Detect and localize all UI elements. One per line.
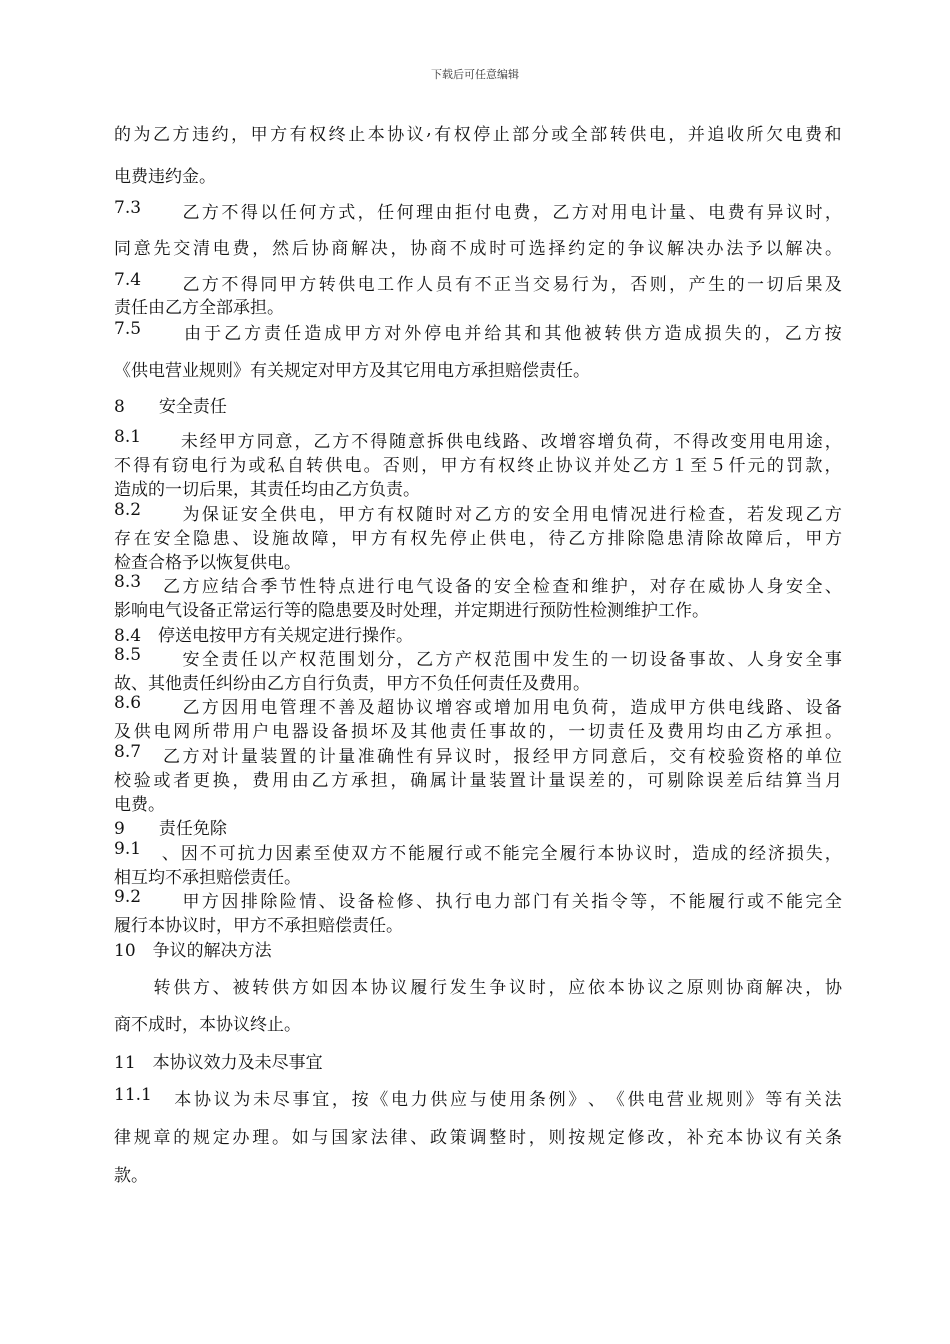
document-line: 9.1 、 因 不 可 抗 力 因 素 至 使 双 方 不 能 履 行 或 不 能 完 全 履 行 本 协 议 时 ， 造 成 的 经 济 损 失 ， xyxy=(114,839,842,864)
document-line: 律 规 章 的 规 定 办 理 。 如 与 国 家 法 律 、 政 策 调 整 时 ， 则 按 规 定 修 改 ， 补 充 本 协 议 有 关 条 xyxy=(114,1128,842,1148)
document-line: 8.6 乙 方 因 用 电 管 理 不 善 及 超 协 议 增 容 或 增 加 用 电 负 荷 ， 造 成 甲 方 供 电 线 路 、 设 备 xyxy=(114,693,842,718)
document-line: 8.4 停送电按甲方有关规定进行操作。 xyxy=(114,626,414,646)
document-line: 8.1 未 经 甲 方 同 意 ， 乙 方 不 得 随 意 拆 供 电 线 路 、 改 增 容 增 负 荷 ， 不 得 改 变 用 电 用 途 ， xyxy=(114,427,842,452)
document-line: 11.1 本 协 议 为 未 尽 事 宜 ， 按 《 电 力 供 应 与 使 用 条 例 》 、 《 供 电 营 业 规 则 》 等 有 关 法 xyxy=(114,1085,842,1110)
document-line: 及 供 电 网 所 带 用 户 电 器 设 备 损 坏 及 其 他 责 任 事 故 的 ， 一 切 责 任 及 费 用 均 由 乙 方 承 担 。 xyxy=(114,722,842,742)
document-line: 故、其他责任纠纷由乙方自行负责，甲方不负任何责任及费用。 xyxy=(114,674,590,694)
document-line: 校 验 或 者 更 换 ， 费 用 由 乙 方 承 担 ， 确 属 计 量 装 置 计 量 误 差 的 ， 可 剔 除 误 差 后 结 算 当 月 xyxy=(114,771,842,791)
document-line: 10 争议的解决方法 xyxy=(114,941,272,961)
document-line: 同 意 先 交 清 电 费 ， 然 后 协 商 解 决 ， 协 商 不 成 时 可 选 择 约 定 的 争 议 解 决 办 法 予 以 解 决 。 xyxy=(114,239,842,259)
document-line: 履行本协议时，甲方不承担赔偿责任。 xyxy=(114,916,403,936)
document-line: 影响电气设备正常运行等的隐患要及时处理，并定期进行预防性检测维护工作。 xyxy=(114,601,709,621)
document-line: 款。 xyxy=(114,1166,148,1186)
document-line: 8.7 乙 方 对 计 量 装 置 的 计 量 准 确 性 有 异 议 时 ， 报 经 甲 方 同 意 后 ， 交 有 校 验 资 格 的 单 位 xyxy=(114,742,842,767)
page-header: 下载后可任意编辑 xyxy=(431,68,519,81)
document-line: 责任由乙方全部承担。 xyxy=(114,298,284,318)
document-line: 7.3 乙 方 不 得 以 任 何 方 式 ， 任 何 理 由 拒 付 电 费 ， 乙 方 对 用 电 计 量 、 电 费 有 异 议 时 ， xyxy=(114,198,842,223)
document-line: 存 在 安 全 隐 患 、 设 施 故 障 ， 甲 方 有 权 先 停 止 供 电 ， 待 乙 方 排 除 隐 患 清 除 故 障 后 ， 甲 方 xyxy=(114,529,842,549)
document-line: 检查合格予以恢复供电。 xyxy=(114,553,301,573)
document-line: 8.5 安 全 责 任 以 产 权 范 围 划 分 ， 乙 方 产 权 范 围 中 发 生 的 一 切 设 备 事 故 、 人 身 安 全 事 xyxy=(114,645,842,670)
document-line: 相互均不承担赔偿责任。 xyxy=(114,868,301,888)
document-line: 不 得 有 窃 电 行 为 或 私 自 转 供 电 。 否 则 ， 甲 方 有 权 终 止 协 议 并 处 乙 方 １ 至 ５ 仟 元 的 罚 款 ， xyxy=(114,456,842,476)
document-line: 商不成时，本协议终止。 xyxy=(114,1015,301,1035)
document-line: 的 为 乙 方 违 约 ， 甲 方 有 权 终 止 本 协 议 , 有 权 停 止 部 分 或 全 部 转 供 电 ， 并 追 收 所 欠 电 费 和 xyxy=(114,120,842,145)
document-line: 转 供 方 、 被 转 供 方 如 因 本 协 议 履 行 发 生 争 议 时 ， 应 依 本 协 议 之 原 则 协 商 解 决 ， 协 xyxy=(153,978,842,998)
document-line: 电费。 xyxy=(114,795,165,815)
document-line: 7.4 乙 方 不 得 同 甲 方 转 供 电 工 作 人 员 有 不 正 当 交 易 行 为 ， 否 则 ， 产 生 的 一 切 后 果 及 xyxy=(114,270,842,295)
document-line: 电费违约金。 xyxy=(114,167,216,187)
document-line: 9 责任免除 xyxy=(114,819,227,839)
document-line: 造成的一切后果，其责任均由乙方负责。 xyxy=(114,480,420,500)
document-line: 8.2 为 保 证 安 全 供 电 ， 甲 方 有 权 随 时 对 乙 方 的 安 全 用 电 情 况 进 行 检 查 ， 若 发 现 乙 方 xyxy=(114,500,842,525)
document-line: 9.2 甲 方 因 排 除 险 情 、 设 备 检 修 、 执 行 电 力 部 门 有 关 指 令 等 ， 不 能 履 行 或 不 能 完 全 xyxy=(114,887,842,912)
document-line: 11 本协议效力及未尽事宜 xyxy=(114,1053,323,1073)
document-line: 8 安全责任 xyxy=(114,397,227,417)
document-line: 8.3 乙 方 应 结 合 季 节 性 特 点 进 行 电 气 设 备 的 安 全 检 查 和 维 护 ， 对 存 在 威 协 人 身 安 全 、 xyxy=(114,572,842,597)
document-line: 《供电营业规则》有关规定对甲方及其它用电方承担赔偿责任。 xyxy=(114,361,590,381)
document-line: 7.5 由 于 乙 方 责 任 造 成 甲 方 对 外 停 电 并 给 其 和 其 他 被 转 供 方 造 成 损 失 的 ， 乙 方 按 xyxy=(114,319,842,344)
